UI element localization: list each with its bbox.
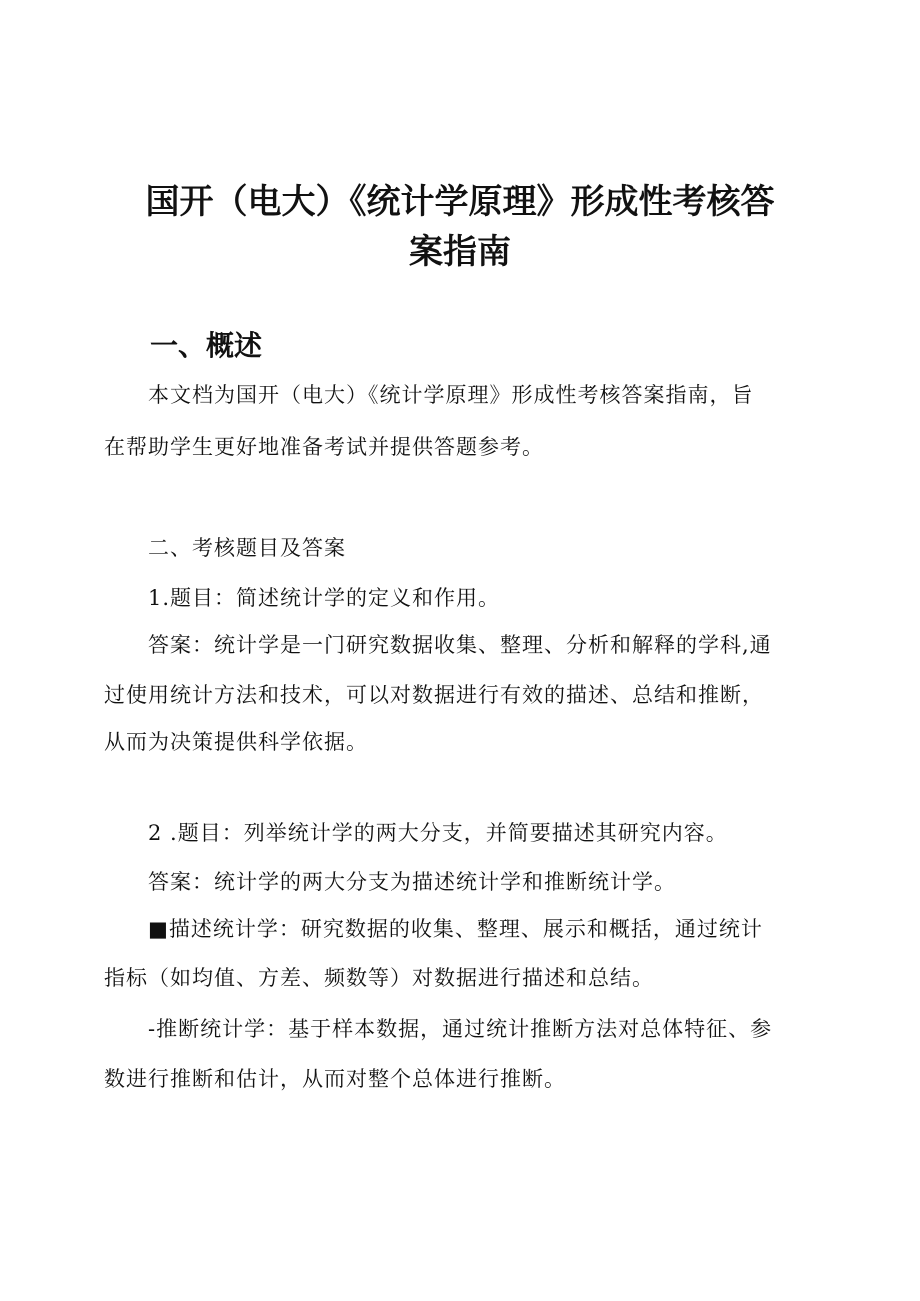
answer-1-line-1: 答案：统计学是一门研究数据收集、整理、分析和解释的学科,通 xyxy=(148,633,772,657)
question-1: 1.题目：简述统计学的定义和作用。 xyxy=(148,586,501,610)
overview-paragraph-line-1: 本文档为国开（电大）《统计学原理》形成性考核答案指南，旨 xyxy=(148,383,754,407)
branch-inferential-line-2: 数进行推断和估计，从而对整个总体进行推断。 xyxy=(104,1067,566,1091)
answer-2: 答案：统计学的两大分支为描述统计学和推断统计学。 xyxy=(148,870,676,894)
answer-1-line-3: 从而为决策提供科学依据。 xyxy=(104,730,368,754)
branch-descriptive-line-1: ■描述统计学：研究数据的收集、整理、展示和概括，通过统计 xyxy=(148,917,763,941)
document-title-line-2: 案指南 xyxy=(409,232,511,272)
answer-1-line-2: 过使用统计方法和技术，可以对数据进行有效的描述、总结和推断， xyxy=(104,683,764,707)
section-heading-questions: 二、考核题目及答案 xyxy=(148,536,346,560)
branch-inferential-line-1: -推断统计学：基于样本数据，通过统计推断方法对总体特征、参 xyxy=(148,1017,773,1041)
document-title-line-1: 国开（电大）《统计学原理》形成性考核答 xyxy=(145,182,775,222)
section-heading-overview: 一、概述 xyxy=(150,329,263,362)
question-2: 2 .题目：列举统计学的两大分支，并简要描述其研究内容。 xyxy=(148,821,728,845)
branch-descriptive-line-2: 指标（如均值、方差、频数等）对数据进行描述和总结。 xyxy=(104,966,654,990)
overview-paragraph-line-2: 在帮助学生更好地准备考试并提供答题参考。 xyxy=(104,435,544,459)
